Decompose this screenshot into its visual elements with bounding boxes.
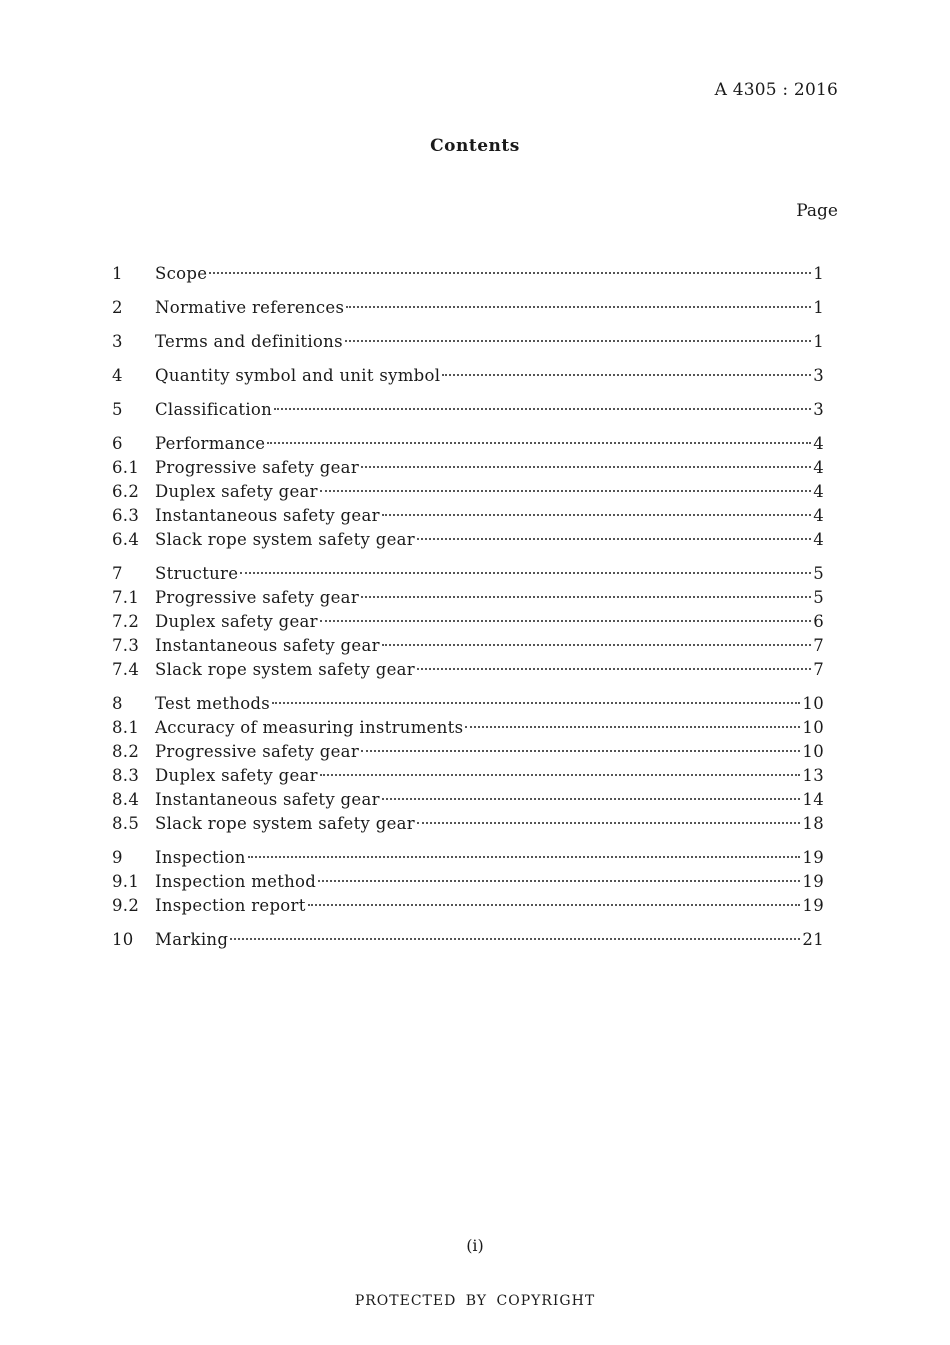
toc-entry[interactable] xyxy=(112,586,824,610)
toc-entry[interactable] xyxy=(112,716,824,740)
toc-entry-number: 6.1 xyxy=(112,458,140,477)
toc-entry-page: 3 xyxy=(813,366,824,385)
toc-entry-number: 7.4 xyxy=(112,660,140,679)
toc-entry-title: Duplex safety gear xyxy=(155,612,318,631)
toc-entry-number: 8 xyxy=(112,694,123,713)
toc-entry[interactable] xyxy=(112,504,824,528)
toc-entry-number: 9 xyxy=(112,848,123,867)
toc-entry-page: 1 xyxy=(813,332,824,351)
toc-entry-page: 19 xyxy=(802,848,824,867)
toc-entry-page: 7 xyxy=(813,636,824,655)
toc-dot-leader xyxy=(318,880,800,882)
toc-entry-title: Duplex safety gear xyxy=(155,482,318,501)
toc-entry-title: Slack rope system safety gear xyxy=(155,814,415,833)
toc-dot-leader xyxy=(346,306,811,308)
toc-dot-leader xyxy=(272,702,800,704)
toc-entry-number: 8.1 xyxy=(112,718,140,737)
toc-dot-leader xyxy=(417,538,811,540)
page-column-label: Page xyxy=(796,201,838,221)
toc-entry-page: 3 xyxy=(813,400,824,419)
toc-entry-title: Test methods xyxy=(155,694,271,713)
toc-entry-page: 10 xyxy=(802,742,824,761)
toc-entry-number: 7.2 xyxy=(112,612,140,631)
toc-entry-page: 4 xyxy=(813,482,824,501)
toc-section-group xyxy=(112,364,824,388)
toc-entry-title: Duplex safety gear xyxy=(155,766,318,785)
table-of-contents xyxy=(112,262,824,962)
toc-entry[interactable] xyxy=(112,634,824,658)
toc-dot-leader xyxy=(320,774,801,776)
toc-section-group xyxy=(112,296,824,320)
page-number: (i) xyxy=(466,1236,484,1255)
toc-entry[interactable] xyxy=(112,364,824,388)
toc-entry-page: 21 xyxy=(802,930,824,949)
toc-entry-title: Instantaneous safety gear xyxy=(155,506,380,525)
toc-dot-leader xyxy=(267,442,811,444)
toc-entry-page: 5 xyxy=(813,588,824,607)
toc-dot-leader xyxy=(209,272,811,274)
toc-entry-number: 3 xyxy=(112,332,123,351)
toc-entry-title: Progressive safety gear xyxy=(155,458,360,477)
toc-entry[interactable] xyxy=(112,330,824,354)
toc-entry[interactable] xyxy=(112,928,824,952)
toc-entry-page: 1 xyxy=(813,298,824,317)
toc-entry-number: 1 xyxy=(112,264,123,283)
toc-section-group xyxy=(112,692,824,836)
toc-entry-number: 10 xyxy=(112,930,134,949)
toc-entry-number: 8.2 xyxy=(112,742,140,761)
toc-entry-page: 19 xyxy=(802,872,824,891)
toc-entry-page: 19 xyxy=(802,896,824,915)
toc-entry-page: 10 xyxy=(802,718,824,737)
toc-entry-page: 5 xyxy=(813,564,824,583)
toc-entry-number: 9.1 xyxy=(112,872,140,891)
toc-entry[interactable] xyxy=(112,894,824,918)
toc-entry-number: 7.1 xyxy=(112,588,140,607)
toc-entry-number: 8.3 xyxy=(112,766,140,785)
toc-entry-title: Progressive safety gear xyxy=(155,588,360,607)
toc-section-group xyxy=(112,846,824,918)
toc-entry-page: 14 xyxy=(802,790,824,809)
toc-entry-number: 6.4 xyxy=(112,530,140,549)
toc-entry-title: Progressive safety gear xyxy=(155,742,360,761)
toc-dot-leader xyxy=(382,644,811,646)
toc-entry-number: 6.2 xyxy=(112,482,140,501)
toc-entry[interactable] xyxy=(112,296,824,320)
toc-entry-number: 7 xyxy=(112,564,123,583)
toc-entry[interactable] xyxy=(112,870,824,894)
toc-dot-leader xyxy=(345,340,811,342)
toc-entry-title: Slack rope system safety gear xyxy=(155,660,415,679)
toc-section-group xyxy=(112,928,824,952)
toc-entry-title: Marking xyxy=(155,930,229,949)
toc-entry-title: Quantity symbol and unit symbol xyxy=(155,366,441,385)
toc-dot-leader xyxy=(442,374,811,376)
toc-dot-leader xyxy=(361,750,800,752)
toc-entry-title: Classification xyxy=(155,400,273,419)
toc-dot-leader xyxy=(248,856,801,858)
toc-entry[interactable] xyxy=(112,528,824,552)
toc-entry-number: 2 xyxy=(112,298,123,317)
toc-entry-page: 4 xyxy=(813,458,824,477)
toc-dot-leader xyxy=(320,490,811,492)
toc-entry-page: 10 xyxy=(802,694,824,713)
toc-entry-title: Accuracy of measuring instruments xyxy=(155,718,464,737)
toc-entry[interactable] xyxy=(112,692,824,716)
toc-entry[interactable] xyxy=(112,398,824,422)
toc-entry[interactable] xyxy=(112,846,824,870)
toc-dot-leader xyxy=(230,938,800,940)
toc-entry-title: Normative references xyxy=(155,298,345,317)
page-title: Contents xyxy=(430,136,520,156)
toc-entry-title: Structure xyxy=(155,564,239,583)
toc-section-group xyxy=(112,262,824,286)
toc-entry[interactable] xyxy=(112,788,824,812)
toc-entry-title: Terms and definitions xyxy=(155,332,343,351)
toc-entry-number: 8.5 xyxy=(112,814,140,833)
toc-entry-number: 6.3 xyxy=(112,506,140,525)
toc-entry-page: 4 xyxy=(813,530,824,549)
toc-entry-number: 8.4 xyxy=(112,790,140,809)
toc-entry-page: 7 xyxy=(813,660,824,679)
toc-dot-leader xyxy=(382,514,811,516)
toc-dot-leader xyxy=(320,620,811,622)
copyright-notice: PROTECTED BY COPYRIGHT xyxy=(354,1293,596,1309)
toc-entry[interactable] xyxy=(112,812,824,836)
toc-entry-number: 7.3 xyxy=(112,636,140,655)
toc-entry-title: Inspection xyxy=(155,848,246,867)
toc-entry-number: 6 xyxy=(112,434,123,453)
toc-entry-title: Inspection method xyxy=(155,872,317,891)
toc-entry-title: Instantaneous safety gear xyxy=(155,636,380,655)
toc-section-group xyxy=(112,330,824,354)
toc-entry-title: Inspection report xyxy=(155,896,306,915)
toc-section-group xyxy=(112,562,824,682)
toc-entry-page: 18 xyxy=(802,814,824,833)
toc-entry[interactable] xyxy=(112,432,824,456)
toc-entry-page: 6 xyxy=(813,612,824,631)
toc-dot-leader xyxy=(417,822,800,824)
toc-entry-page: 4 xyxy=(813,506,824,525)
toc-entry[interactable] xyxy=(112,740,824,764)
toc-entry-title: Performance xyxy=(155,434,266,453)
toc-entry[interactable] xyxy=(112,764,824,788)
toc-section-group xyxy=(112,398,824,422)
toc-entry[interactable] xyxy=(112,456,824,480)
toc-dot-leader xyxy=(361,596,811,598)
toc-entry-number: 5 xyxy=(112,400,123,419)
toc-dot-leader xyxy=(308,904,801,906)
toc-entry[interactable] xyxy=(112,262,824,286)
toc-entry-title: Scope xyxy=(155,264,208,283)
toc-entry-number: 4 xyxy=(112,366,123,385)
toc-dot-leader xyxy=(417,668,811,670)
toc-entry-page: 1 xyxy=(813,264,824,283)
document-number: A 4305 : 2016 xyxy=(714,80,838,100)
toc-entry-title: Instantaneous safety gear xyxy=(155,790,380,809)
toc-dot-leader xyxy=(382,798,801,800)
toc-dot-leader xyxy=(465,726,800,728)
toc-entry-title: Slack rope system safety gear xyxy=(155,530,415,549)
toc-entry-number: 9.2 xyxy=(112,896,140,915)
toc-entry[interactable] xyxy=(112,562,824,586)
toc-section-group xyxy=(112,432,824,552)
toc-entry[interactable] xyxy=(112,610,824,634)
toc-dot-leader xyxy=(240,572,811,574)
toc-entry[interactable] xyxy=(112,480,824,504)
toc-entry-page: 13 xyxy=(802,766,824,785)
toc-entry[interactable] xyxy=(112,658,824,682)
toc-dot-leader xyxy=(361,466,811,468)
toc-entry-page: 4 xyxy=(813,434,824,453)
toc-dot-leader xyxy=(274,408,811,410)
